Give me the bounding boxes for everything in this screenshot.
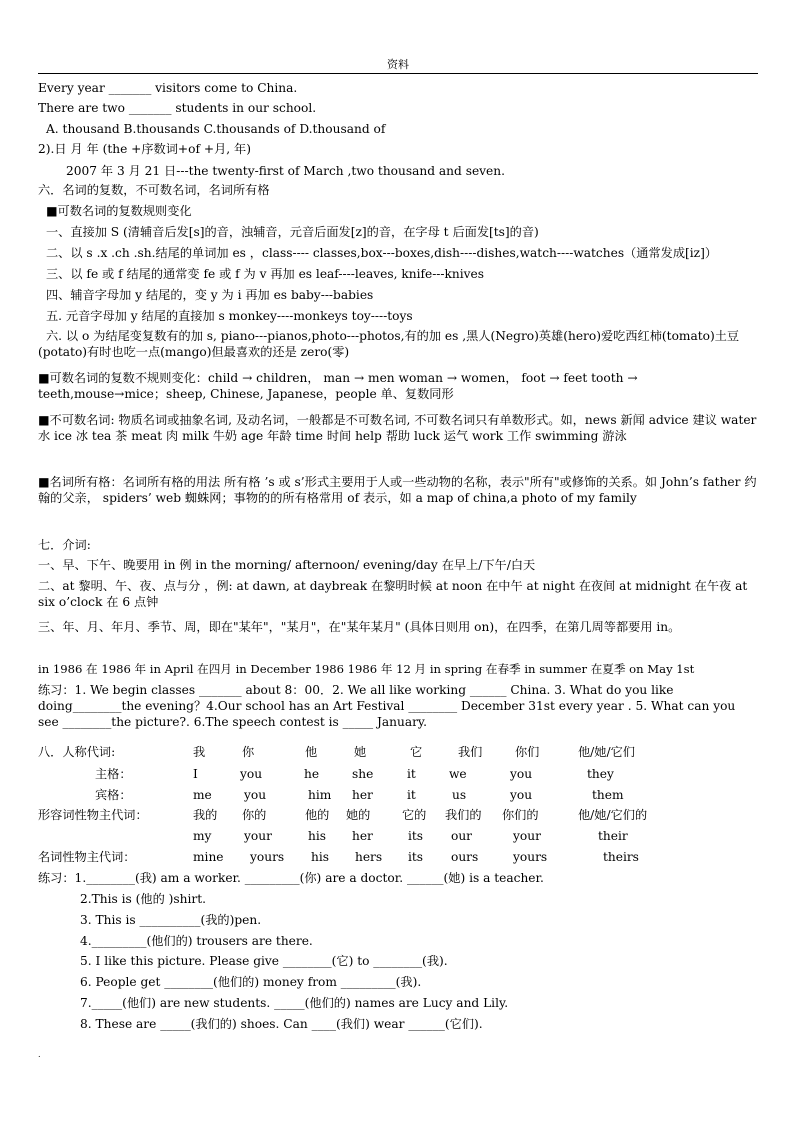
row-label: 名词性物主代词：	[38, 850, 136, 864]
table-cell: theirs	[603, 850, 639, 864]
exercise-paragraph: 练习：1. We begin classes _______ about 8：00．2. We all like working ______ China. 3. What do you like doing________the evening？4.Our school has an Art Festival ________ December 31st every year . 5. What can you see ________the picture?. 6.The speech contest is _____ January.	[38, 683, 736, 729]
table-cell: you	[510, 788, 533, 802]
section-heading: 八．人称代词:	[38, 745, 116, 759]
rule-line: 一、直接加 S (清辅音后发[s]的音，浊辅音，元音后面发[z]的音，在字母 t 后面发[ts]的音)	[46, 225, 539, 239]
table-cell: it	[407, 767, 416, 781]
table-cell: hers	[355, 850, 383, 864]
table-head-cell: 他/她/它们的	[578, 808, 648, 822]
section-heading: 六．名词的复数，不可数名词，名词所有格	[38, 183, 270, 197]
rule-paragraph: ■可数名词的复数不规则变化：child → children， man → men woman → women， foot → feet tooth → teeth,mouse→mice；sheep, Chinese, Japanese，people 单、复数同形	[38, 371, 638, 401]
table-head-cell: 你们的	[502, 808, 539, 822]
table-cell: you	[244, 788, 267, 802]
table-cell: your	[244, 829, 272, 843]
table-head-cell: 她的	[346, 808, 371, 822]
table-cell: she	[352, 767, 374, 781]
rule-paragraph: 三、年、月、年月、季节、周，即在"某年"，"某月"，在"某年某月" (具体日则用 on)，在四季，在第几周等都要用 in。	[38, 620, 681, 634]
table-head-cell: 你	[242, 745, 255, 759]
text-line: 2007 年 3 月 21 日---the twenty-first of March ,two thousand and seven.	[66, 164, 505, 178]
table-cell: they	[587, 767, 614, 781]
table-cell: our	[451, 829, 473, 843]
table-cell: yours	[250, 850, 285, 864]
row-label: 形容词性物主代词：	[38, 808, 148, 822]
answer-options: A. thousand B.thousands C.thousands of D.thousand of	[46, 122, 386, 136]
table-cell: mine	[193, 850, 224, 864]
exercise-line: 5. I like this picture. Please give ________(它) to ________(我).	[80, 954, 448, 968]
rule-paragraph: 二、at 黎明、午、夜、点与分 ，例: at dawn, at daybreak 在黎明时候 at noon 在中午 at night 在夜间 at midnight 在午夜 at six o’clock 在 6 点钟	[38, 579, 748, 609]
exercise-line: 2.This is (他的 )shirt.	[80, 892, 207, 906]
table-head-cell: 我	[193, 745, 206, 759]
table-head-cell: 他	[305, 745, 318, 759]
rule-paragraph: 六. 以 o 为结尾变复数有的加 s, piano---pianos,photo---photos,有的加 es ,黑人(Negro)英雄(hero)爱吃西红柿(tomato)土豆(potato)有时也吃一点(mango)但最喜欢的还是 zero(零)	[38, 329, 740, 359]
table-head-cell: 我们的	[445, 808, 482, 822]
exercise-line: 练习：1.________(我) am a worker. _________(你) are a doctor. ______(她) is a teacher.	[38, 871, 544, 885]
table-head-cell: 我的	[193, 808, 218, 822]
table-cell: me	[193, 788, 212, 802]
exercise-line: 4._________(他们的) trousers are there.	[80, 934, 313, 948]
section-heading: 七．介词:	[38, 538, 91, 552]
table-cell: his	[311, 850, 330, 864]
table-cell: we	[449, 767, 467, 781]
rule-line: 二、以 s .x .ch .sh.结尾的单词加 es ，class---- classes,box---boxes,dish----dishes,watch----watches（通常发成[iz]）	[46, 246, 718, 260]
table-cell: yours	[513, 850, 548, 864]
table-cell: us	[452, 788, 467, 802]
footer-mark: .	[38, 1050, 41, 1059]
rule-line: 三、以 fe 或 f 结尾的通常变 fe 或 f 为 v 再加 es leaf----leaves, knife---knives	[46, 267, 485, 281]
table-cell: his	[308, 829, 327, 843]
table-head-cell: 你们	[515, 745, 540, 759]
text-line: There are two _______ students in our school.	[38, 101, 317, 115]
table-cell: you	[510, 767, 533, 781]
table-cell: your	[513, 829, 541, 843]
row-label: 主格：	[95, 767, 132, 781]
table-cell: you	[240, 767, 263, 781]
text-line: Every year _______ visitors come to China.	[38, 81, 298, 95]
rule-line: 四、辅音字母加 y 结尾的，变 y 为 i 再加 es baby---babies	[46, 288, 374, 302]
exercise-line: 8. These are _____(我们的) shoes. Can ____(我们) wear ______(它们).	[80, 1017, 483, 1031]
exercise-line: 7._____(他们) are new students. _____(他们的) names are Lucy and Lily.	[80, 996, 509, 1010]
table-cell: I	[193, 767, 198, 781]
table-cell: it	[407, 788, 416, 802]
table-head-cell: 她	[354, 745, 367, 759]
table-cell: him	[308, 788, 332, 802]
rule-paragraph: ■不可数名词: 物质名词或抽象名词, 及动名词，一般都是不可数名词, 不可数名词只有单数形式。如，news 新闻 advice 建议 water 水 ice 冰 tea 茶 meat 肉 milk 牛奶 age 年龄 time 时间 help 帮助 luck 运气 work 工作 swimming 游泳	[38, 413, 757, 443]
rule-line: 五. 元音字母加 y 结尾的直接加 s monkey----monkeys toy----toys	[46, 309, 413, 323]
exercise-line: 3. This is __________(我的)pen.	[80, 913, 262, 927]
table-cell: my	[193, 829, 212, 843]
text-line: 2).日 月 年 (the +序数词+of +月, 年)	[38, 142, 251, 156]
table-cell: its	[408, 850, 424, 864]
row-label: 宾格：	[95, 788, 132, 802]
rule-line: 一、早、下午、晚要用 in 例 in the morning/ afternoon/ evening/day 在早上/下午/白天	[38, 558, 536, 572]
subsection-heading: ■可数名词的复数规则变化	[46, 204, 192, 218]
table-cell: its	[408, 829, 424, 843]
table-head-cell: 你的	[242, 808, 267, 822]
header-divider	[38, 73, 758, 74]
table-cell: them	[592, 788, 624, 802]
table-head-cell: 它	[410, 745, 423, 759]
page-header: 资料	[387, 58, 409, 71]
example-line: in 1986 在 1986 年 in April 在四月 in December 1986 1986 年 12 月 in spring 在春季 in summer 在夏季 on May 1st	[38, 662, 695, 676]
table-cell: he	[304, 767, 320, 781]
table-head-cell: 我们	[458, 745, 483, 759]
rule-paragraph: ■名词所有格：名词所有格的用法 所有格 ’s 或 s’形式主要用于人或一些动物的名称，表示"所有"或修饰的关系。如 John’s father 约翰的父亲， spiders’ web 蜘蛛网；事物的的所有格常用 of 表示，如 a map of china,a photo of my family	[38, 475, 757, 505]
table-head-cell: 他/她/它们	[578, 745, 635, 759]
table-cell: their	[598, 829, 628, 843]
table-cell: her	[352, 788, 373, 802]
table-cell: ours	[451, 850, 479, 864]
table-head-cell: 它的	[402, 808, 427, 822]
table-head-cell: 他的	[305, 808, 330, 822]
table-cell: her	[352, 829, 373, 843]
exercise-line: 6. People get ________(他们的) money from _________(我).	[80, 975, 422, 989]
